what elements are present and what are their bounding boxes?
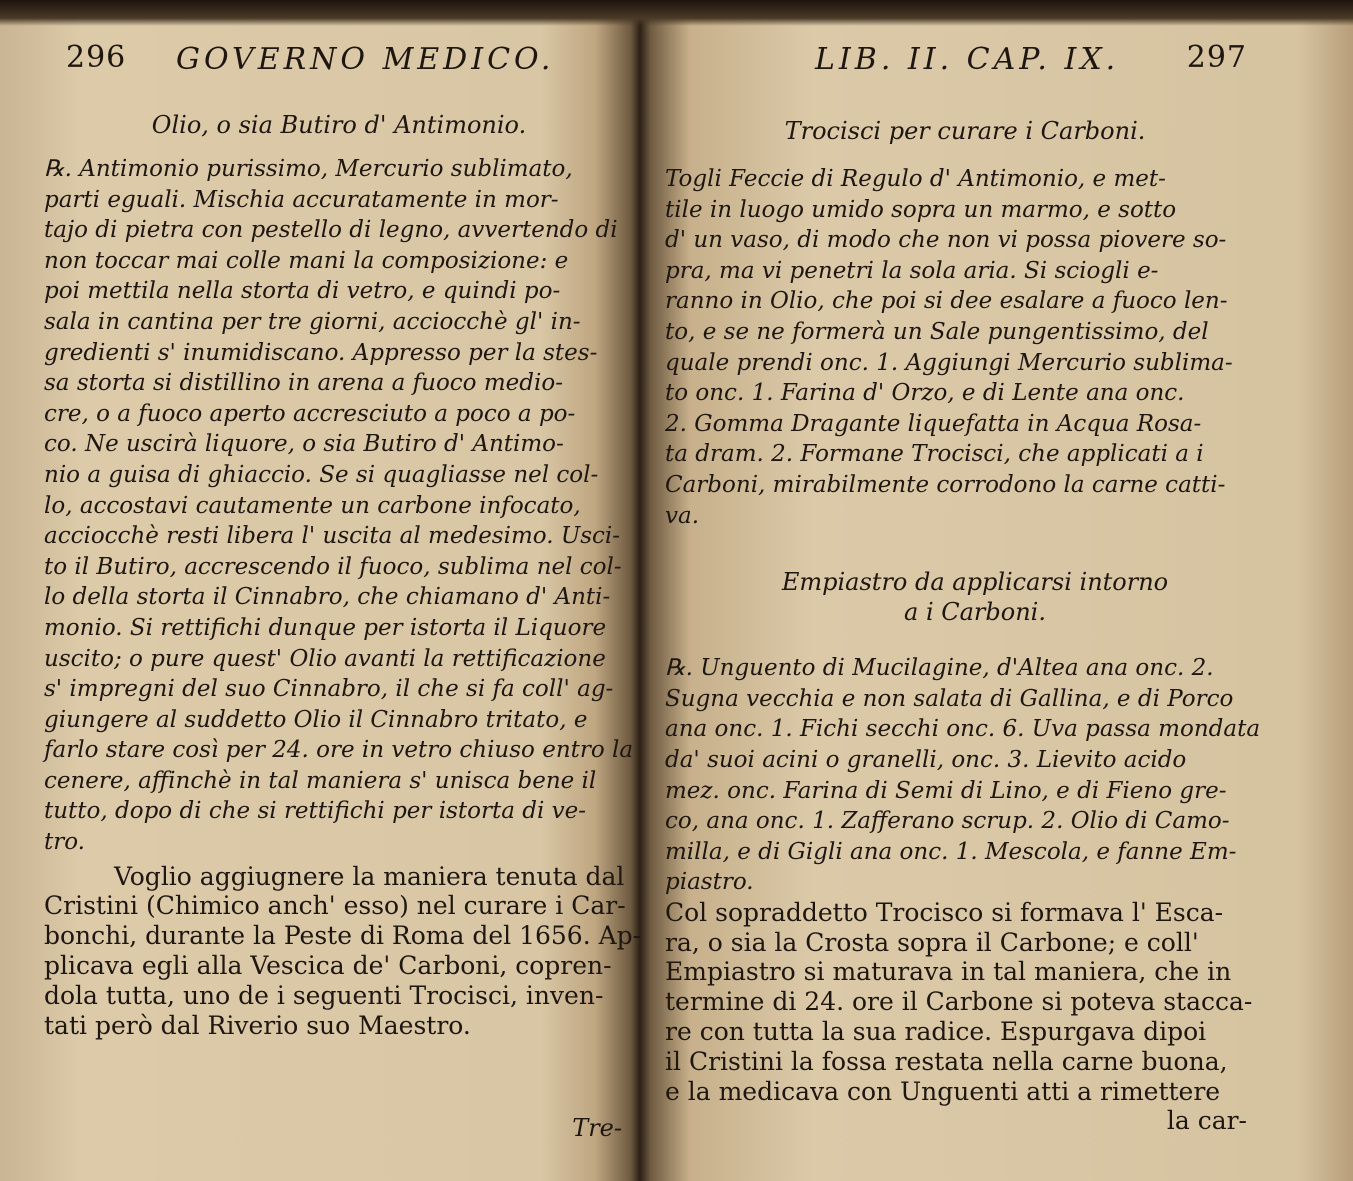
right-running-head: LIB. II. CAP. IX. (815, 42, 1120, 77)
text-line: ℞. Unguento di Mucilagine, d'Altea ana onc. 2. (665, 655, 1214, 682)
text-line: non toccar mai colle mani la composizione: e (44, 247, 569, 274)
text-line: poi mettila nella storta di vetro, e quindi po- (44, 278, 561, 305)
right-catchword: la car- (1166, 1106, 1247, 1135)
text-line: bonchi, durante la Peste di Roma del 1656. Ap- (44, 921, 642, 951)
text-line: to, e se ne formerà un Sale pungentissimo, del (665, 318, 1209, 345)
text-line: mez. onc. Farina di Semi di Lino, e di Fieno gre- (665, 777, 1227, 804)
text-line: Carboni, mirabilmente corrodono la carne catti- (665, 471, 1226, 498)
text-line: ta dram. 2. Formane Trocisci, che applicati a i (665, 441, 1204, 468)
text-line: gredienti s' inumidiscano. Appresso per la stes- (44, 339, 598, 366)
text-line: ana onc. 1. Fichi secchi onc. 6. Uva passa mondata (665, 716, 1261, 743)
text-line: co, ana onc. 1. Zafferano scrup. 2. Olio di Camo- (665, 808, 1230, 835)
text-line: cre, o a fuoco aperto accresciuto a poco a po- (44, 400, 576, 427)
right-section2-title (665, 567, 1265, 627)
text-line: tutto, dopo di che si rettifichi per istorta di ve- (44, 798, 587, 825)
text-line: sala in cantina per tre giorni, acciocchè gl' in- (44, 308, 581, 335)
text-line: sa storta si distillino in arena a fuoco medio- (44, 370, 563, 397)
text-line: ℞. Antimonio purissimo, Mercurio sublimato, (44, 156, 573, 182)
text-line: monio. Si rettifichi dunque per istorta il Liquore (44, 614, 607, 641)
text-line: to il Butiro, accrescendo il fuoco, sublima nel col- (44, 553, 622, 580)
text-line: cenere, affinchè in tal maniera s' unisca bene il (44, 767, 597, 794)
text-line: to onc. 1. Farina d' Orzo, e di Lente ana onc. (665, 380, 1185, 407)
text-line: ranno in Olio, che poi si dee esalare a fuoco len- (665, 288, 1228, 315)
text-line: farlo stare così per 24. ore in vetro chiuso entro la (44, 737, 634, 764)
text-line: tile in luogo umido sopra un marmo, e sotto (665, 196, 1177, 223)
text-line: Cristini (Chimico anch' esso) nel curare i Car- (44, 891, 626, 921)
text-line: 2. Gomma Dragante liquefatta in Acqua Rosa- (665, 410, 1202, 437)
text-line: Togli Feccie di Regulo d' Antimonio, e met- (665, 166, 1166, 192)
left-catchword: Tre- (572, 1114, 622, 1142)
right-recipe2 (665, 653, 1265, 898)
right-section-title: Trocisci per curare i Carboni. (784, 117, 1146, 145)
left-body-paragraph (44, 861, 642, 1041)
left-recipe (44, 154, 634, 858)
text-line: tro. (44, 829, 85, 856)
text-line: dola tutta, uno de i seguenti Trocisci, inven- (44, 980, 604, 1010)
text-line: milla, e di Gigli ana onc. 1. Mescola, e fanne Em- (665, 838, 1237, 865)
text-line: s' impregni del suo Cinnabro, il che si fa coll' ag- (44, 676, 614, 703)
text-line: tati però dal Riverio suo Maestro. (44, 1010, 471, 1040)
left-header (44, 40, 634, 88)
text-line: il Cristini la fossa restata nella carne buona, (665, 1046, 1228, 1076)
text-line: giungere al suddetto Olio il Cinnabro tritato, e (44, 706, 588, 733)
text-line: nio a guisa di ghiaccio. Se si quagliasse nel col- (44, 461, 599, 488)
text-line: d' un vaso, di modo che non vi possa piovere so- (665, 227, 1227, 254)
text-line: re con tutta la sua radice. Espurgava dipoi (665, 1017, 1207, 1047)
left-running-head: GOVERNO MEDICO. (176, 42, 555, 77)
text-line: termine di 24. ore il Carbone si poteva stacca- (665, 987, 1253, 1017)
text-line: quale prendi onc. 1. Aggiungi Mercurio sublima- (665, 349, 1233, 376)
text-line: uscito; o pure quest' Olio avanti la rettificazione (44, 645, 606, 672)
section2-title-line: a i Carboni. (904, 598, 1046, 627)
text-line: piastro. (665, 869, 754, 896)
text-line: parti eguali. Mischia accuratamente in mor- (44, 186, 559, 213)
text-line: Col sopraddetto Trocisco si formava l' Esca- (665, 897, 1224, 927)
text-line: da' suoi acini o granelli, onc. 3. Lievito acido (665, 746, 1187, 773)
text-line: e la medicava con Unguenti atti a rimettere (665, 1076, 1221, 1106)
text-line: lo della storta il Cinnabro, che chiamano d' Anti- (44, 584, 611, 611)
text-line: acciocchè resti libera l' uscita al medesimo. Usci- (44, 523, 621, 550)
left-page-number: 296 (66, 40, 127, 75)
text-line: pra, ma vi penetri la sola aria. Si sciogli e- (665, 257, 1159, 284)
left-page (44, 40, 642, 1181)
right-header (665, 40, 1265, 88)
text-line: Voglio aggiugnere la maniera tenuta dal (114, 861, 625, 891)
right-page (665, 40, 1265, 1181)
text-line: Empiastro si maturava in tal maniera, che in (665, 957, 1232, 987)
text-line: Sugna vecchia e non salata di Gallina, e di Porco (665, 685, 1234, 712)
right-recipe (665, 164, 1265, 531)
text-line: plicava egli alla Vescica de' Carboni, copren- (44, 951, 612, 981)
right-body-paragraph (665, 898, 1265, 1107)
right-page-number: 297 (1186, 40, 1247, 75)
text-line: lo, accostavi cautamente un carbone infocato, (44, 492, 581, 519)
text-line: ra, o sia la Crosta sopra il Carbone; e coll' (665, 927, 1199, 957)
left-section-title: Olio, o sia Butiro d' Antimonio. (151, 111, 527, 139)
text-line: co. Ne uscirà liquore, o sia Butiro d' Antimo- (44, 431, 564, 458)
text-line: va. (665, 502, 700, 529)
section2-title-line: Empiastro da applicarsi intorno (781, 568, 1169, 597)
text-line: tajo di pietra con pestello di legno, avvertendo di (44, 217, 618, 244)
